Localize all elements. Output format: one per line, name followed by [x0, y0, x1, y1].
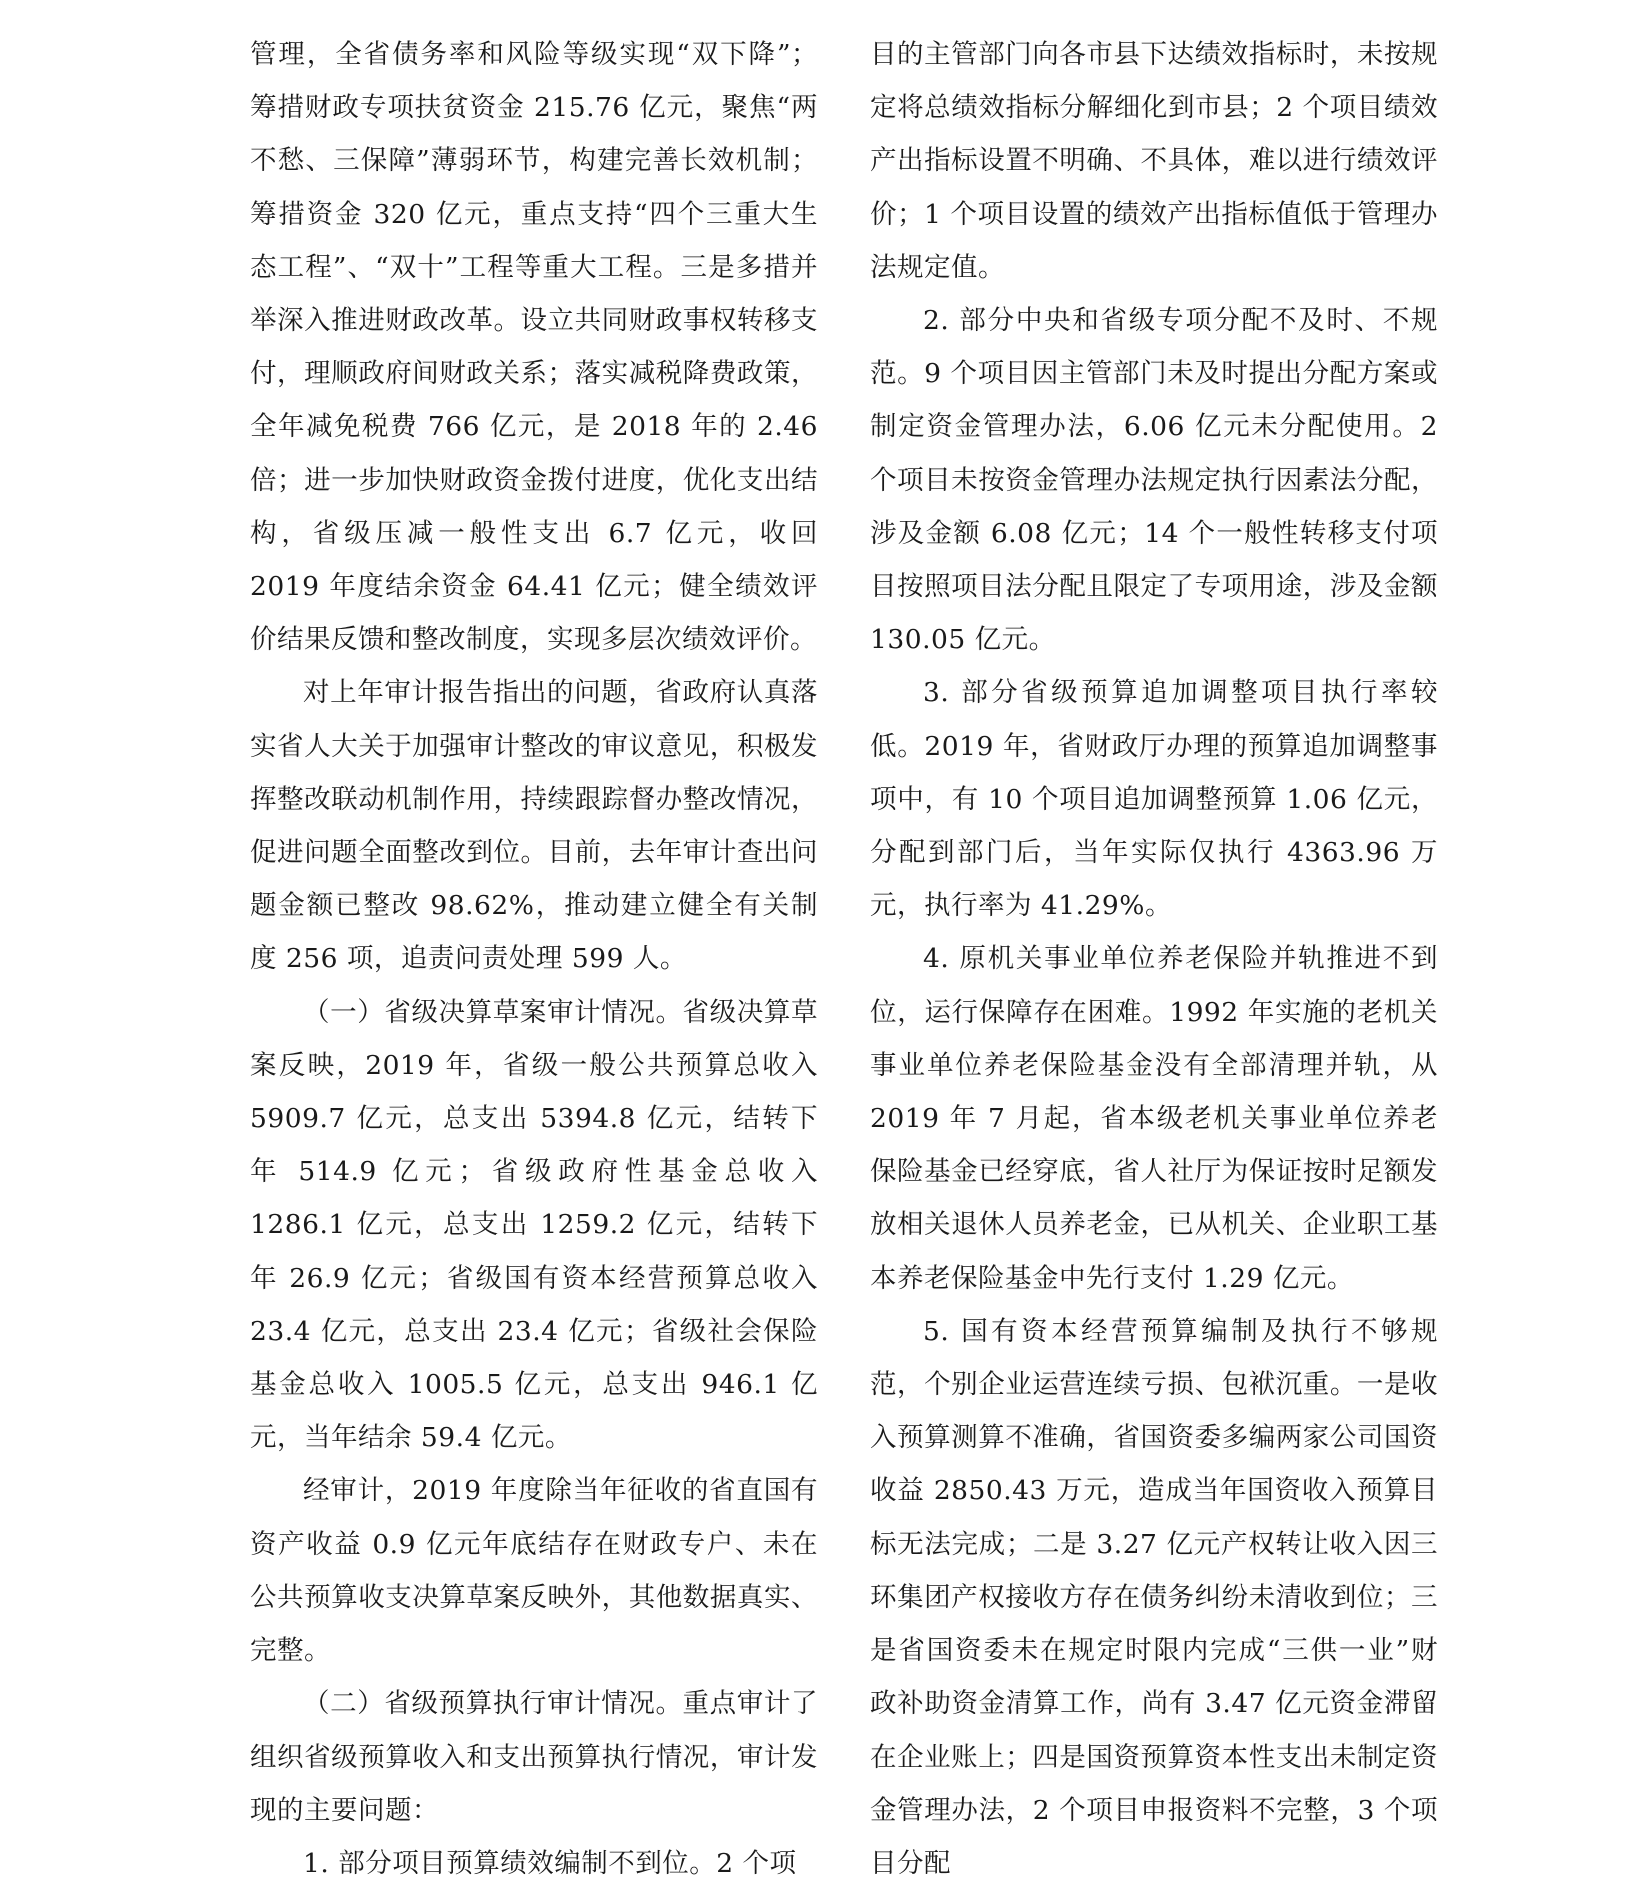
- paragraph: 对上年审计报告指出的问题，省政府认真落实省人大关于加强审计整改的审议意见，积极发挥整改联动机制作用，持续跟踪督办整改情况，促进问题全面整改到位。目前，去年审计查出问题金额已整改 98.62%，推动建立健全有关制度 256 项，追责问责处理 599 人。: [250, 677, 818, 975]
- paragraph: 经审计，2019 年度除当年征收的省直国有资产收益 0.9 亿元年底结存在财政专户、未在公共预算收支决算草案反映外，其他数据真实、完整。: [250, 1475, 818, 1667]
- paragraph: 4. 原机关事业单位养老保险并轨推进不到位，运行保障存在困难。1992 年实施的老机关事业单位养老保险基金没有全部清理并轨，从 2019 年 7 月起，省本级老机关事业单位养老保险基金已经穿底，省人社厅为保证按时足额发放相关退休人员养老金，已从机关、企业职工基本养老保险基金中先行支付 1.29 亿元。: [870, 943, 1438, 1294]
- paragraph: 目的主管部门向各市县下达绩效指标时，未按规定将总绩效指标分解细化到市县；2 个项目绩效产出指标设置不明确、不具体，难以进行绩效评价；1 个项目设置的绩效产出指标值低于管理办法规定值。: [870, 39, 1438, 283]
- paragraph: （一）省级决算草案审计情况。省级决算草案反映，2019 年，省级一般公共预算总收入 5909.7 亿元，总支出 5394.8 亿元，结转下年 514.9 亿元；省级政府性基金总收入 1286.1 亿元，总支出 1259.2 亿元，结转下年 26.9 亿元；省级国有资本经营预算总收入 23.4 亿元，总支出 23.4 亿元；省级社会保险基金总收入 1005.5 亿元，总支出 946.1 亿元，当年结余 59.4 亿元。: [250, 996, 818, 1454]
- left-column: [250, 28, 818, 1890]
- right-column: [870, 28, 1438, 1890]
- paragraph: 管理，全省债务率和风险等级实现“双下降”；筹措财政专项扶贫资金 215.76 亿元，聚焦“两不愁、三保障”薄弱环节，构建完善长效机制；筹措资金 320 亿元，重点支持“四个三重大生态工程”、“双十”工程等重大工程。三是多措并举深入推进财政改革。设立共同财政事权转移支付，理顺政府间财政关系；落实减税降费政策，全年减免税费 766 亿元，是 2018 年的 2.46 倍；进一步加快财政资金拨付进度，优化支出结构，省级压减一般性支出 6.7 亿元，收回 2019 年度结余资金 64.41 亿元；健全绩效评价结果反馈和整改制度，实现多层次绩效评价。: [250, 39, 818, 656]
- paragraph: 2. 部分中央和省级专项分配不及时、不规范。9 个项目因主管部门未及时提出分配方案或制定资金管理办法，6.06 亿元未分配使用。2 个项目未按资金管理办法规定执行因素法分配，涉及金额 6.08 亿元；14 个一般性转移支付项目按照项目法分配且限定了专项用途，涉及金额 130.05 亿元。: [870, 305, 1438, 656]
- paragraph: 5. 国有资本经营预算编制及执行不够规范，个别企业运营连续亏损、包袱沉重。一是收入预算测算不准确，省国资委多编两家公司国资收益 2850.43 万元，造成当年国资收入预算目标无法完成；二是 3.27 亿元产权转让收入因三环集团产权接收方存在债务纠纷未清收到位；三是省国资委未在规定时限内完成“三供一业”财政补助资金清算工作，尚有 3.47 亿元资金滞留在企业账上；四是国资预算资本性支出未制定资金管理办法，2 个项目申报资料不完整，3 个项目分配: [870, 1315, 1438, 1879]
- paragraph: （二）省级预算执行审计情况。重点审计了组织省级预算收入和支出预算执行情况，审计发现的主要问题：: [250, 1688, 818, 1826]
- paragraph: 3. 部分省级预算追加调整项目执行率较低。2019 年，省财政厅办理的预算追加调整事项中，有 10 个项目追加调整预算 1.06 亿元，分配到部门后，当年实际仅执行 4363.96 万元，执行率为 41.29%。: [870, 677, 1438, 922]
- paragraph: 1. 部分项目预算绩效编制不到位。2 个项: [303, 1847, 797, 1879]
